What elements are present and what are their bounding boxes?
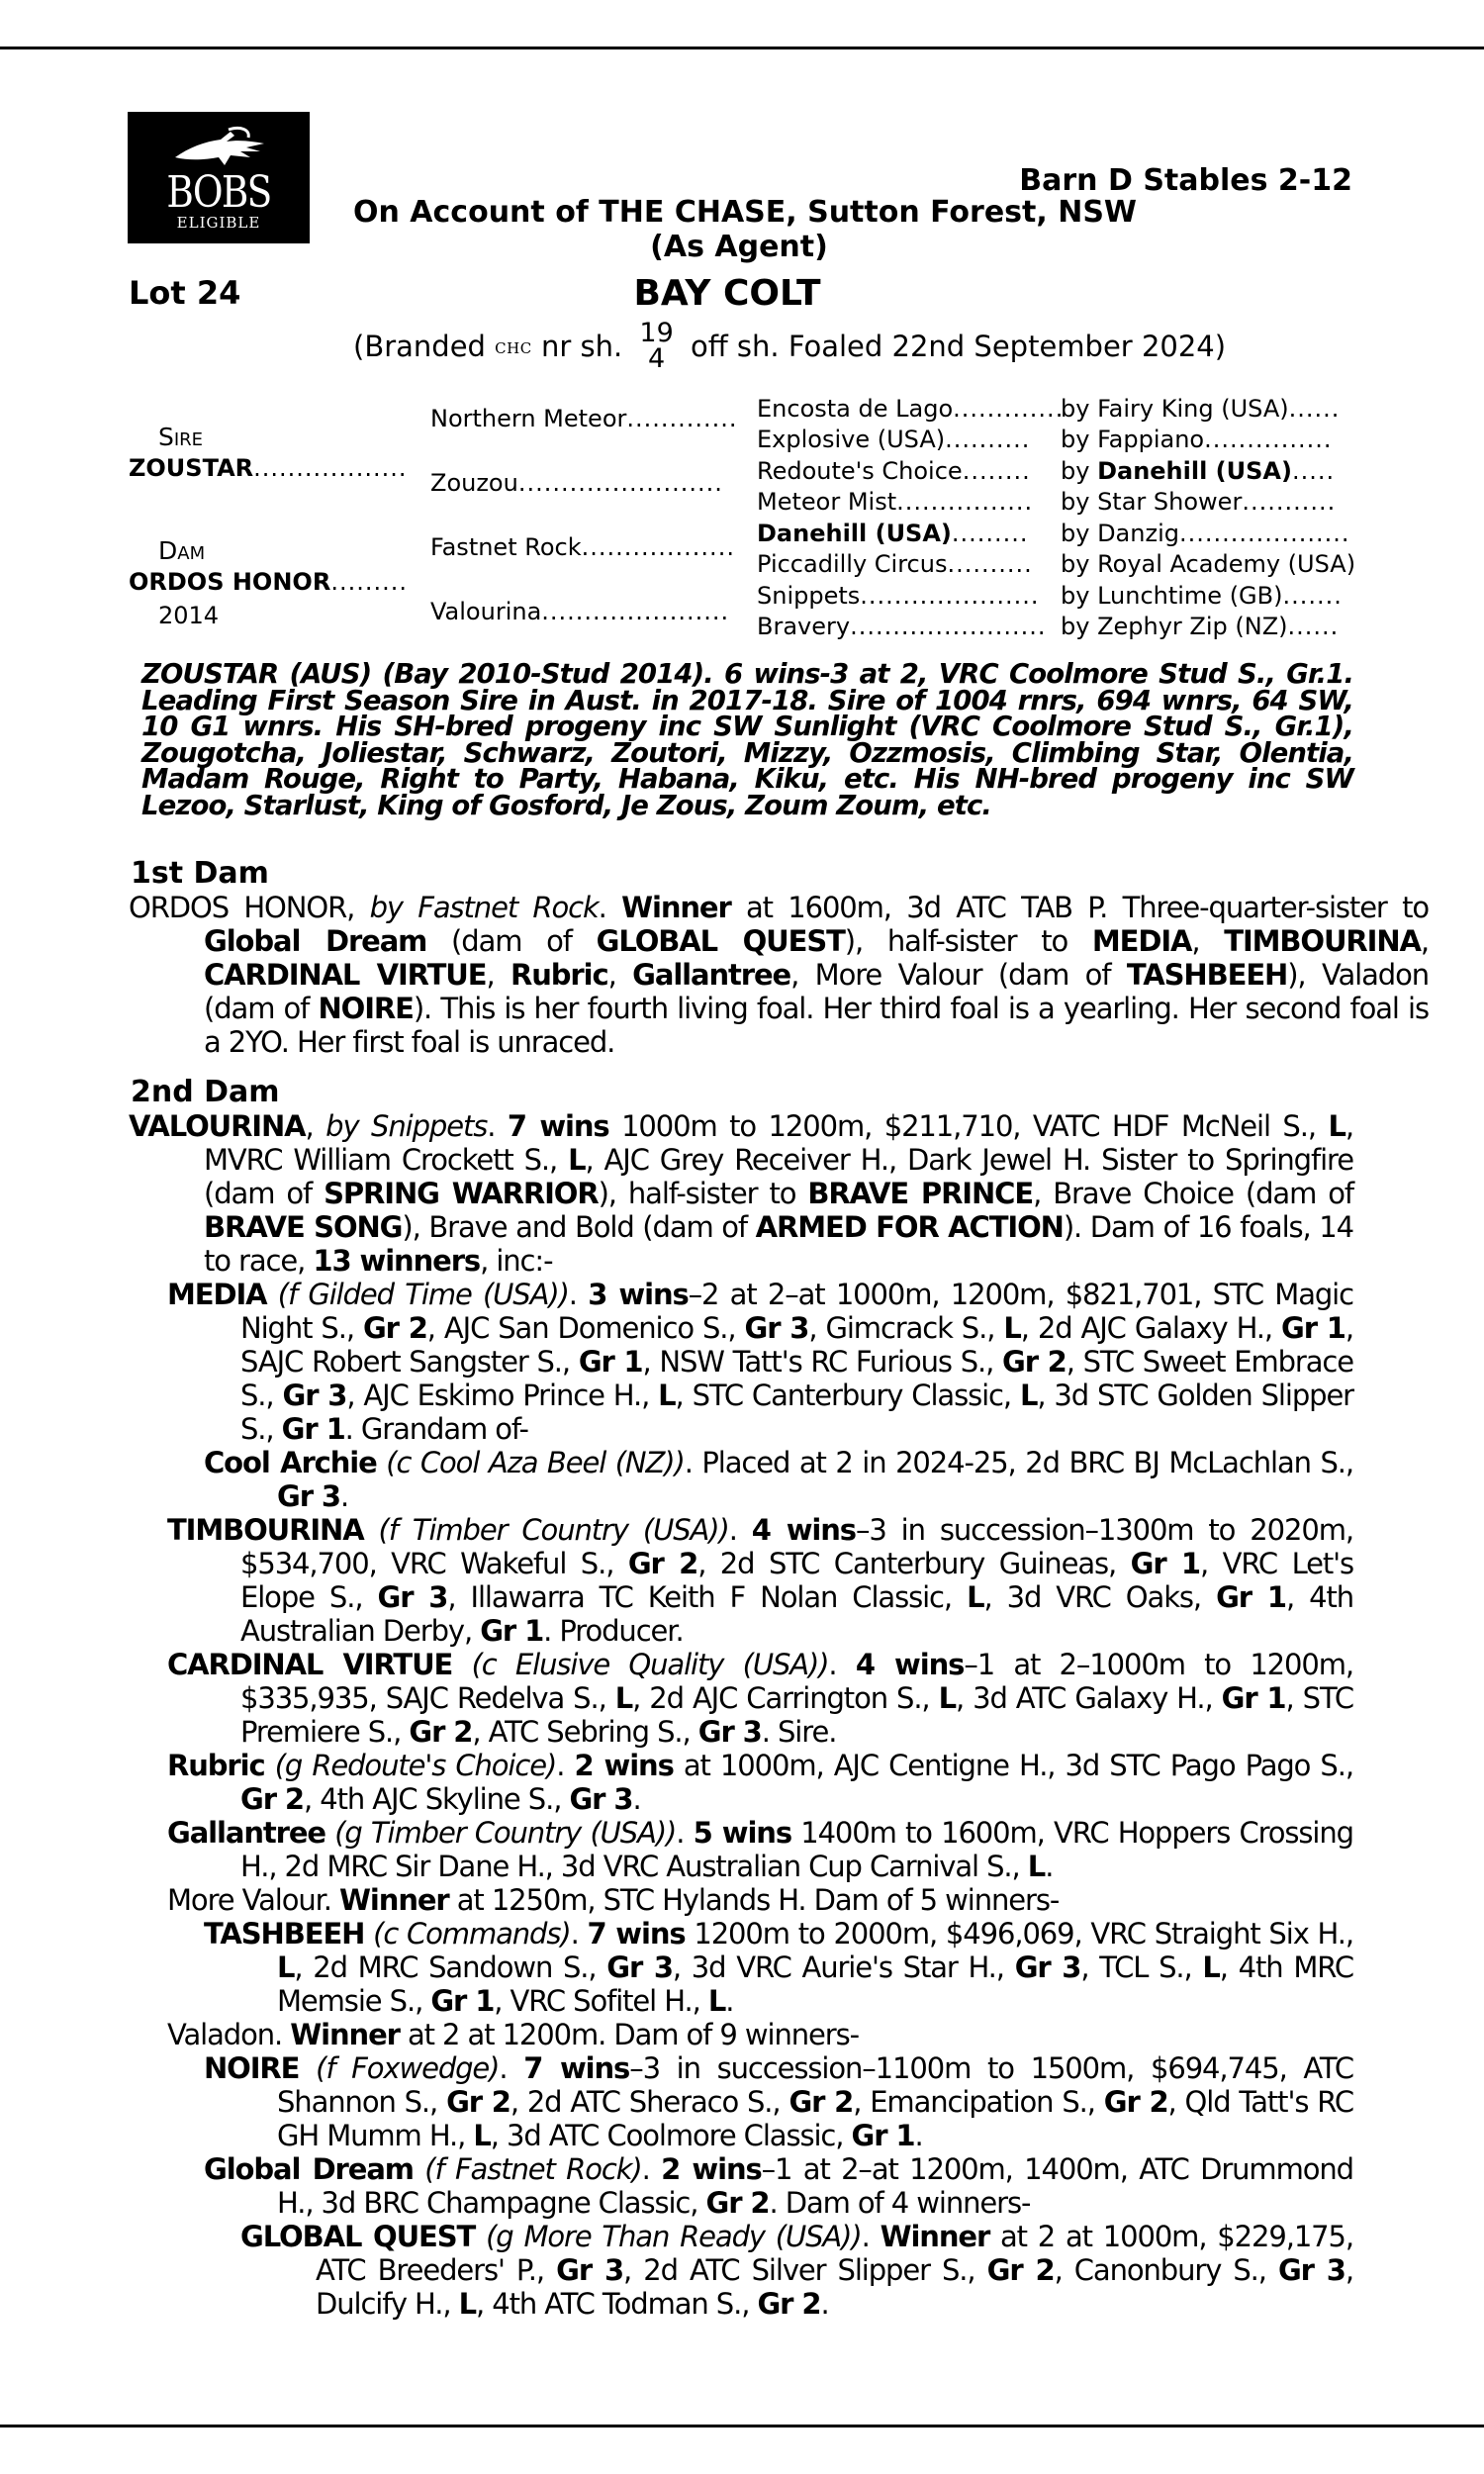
bold-text: TIMBOURINA xyxy=(167,1513,364,1547)
text-run: , STC Canterbury Classic, xyxy=(675,1379,1020,1412)
pedigree-sire-of-entry xyxy=(1061,550,1355,578)
dot-leader: ......... xyxy=(951,520,1029,547)
horse-name: Valourina xyxy=(430,598,542,625)
bold-text: L xyxy=(473,2119,491,2152)
bold-text: Gr 2 xyxy=(705,2186,770,2220)
bold-text: Gr 1 xyxy=(480,1614,544,1648)
text-run: , AJC San Domenico S., xyxy=(426,1311,745,1345)
text-run: , 2d STC Canterbury Guineas, xyxy=(697,1547,1131,1580)
text-run: More Valour. xyxy=(167,1883,340,1917)
dot-leader: ........ xyxy=(962,457,1031,485)
bold-text: 7 wins xyxy=(587,1917,686,1951)
text-run: –1 at 2–1000m to 1200m, $335,935, SAJC Redelva S., xyxy=(240,1648,1353,1715)
horse-name: Bravery xyxy=(757,613,851,640)
pedigree-sire-of-entry xyxy=(1061,520,1350,547)
text-run: 1200m to 2000m, $496,069, VRC Straight Six H., xyxy=(685,1917,1353,1951)
top-rule xyxy=(0,47,1484,49)
bold-text: Winner xyxy=(339,1883,449,1917)
dot-leader: ............... xyxy=(1204,426,1333,453)
branded-mid: nr sh. xyxy=(540,330,623,363)
bold-text: CARDINAL VIRTUE xyxy=(204,958,487,992)
text-run xyxy=(414,2152,424,2186)
bold-text: L xyxy=(1202,1951,1220,1984)
text-run: ). This is her fourth living foal. Her third foal is a yearling. Her second foal is a 2YO. Her first foal is unraced. xyxy=(204,992,1429,1059)
pedigree-gen3-entry xyxy=(757,426,1030,453)
dot-leader: ...... xyxy=(1287,613,1340,640)
dam-name: ORDOS HONOR xyxy=(129,568,331,596)
dot-leader: .................. xyxy=(253,454,408,482)
text-run: . xyxy=(820,2287,829,2321)
bold-text: Global Dream xyxy=(204,2152,414,2186)
text-run: , 2d AJC Carrington S., xyxy=(632,1681,939,1715)
pedigree-gen2-entry xyxy=(430,533,735,561)
italic-text: (f Foxwedge) xyxy=(316,2051,500,2085)
sire-entry xyxy=(129,454,407,482)
bold-text: Gr 1 xyxy=(851,2119,915,2152)
bobs-eligible-logo xyxy=(128,112,310,243)
text-run: . xyxy=(570,1917,588,1951)
progeny-entry xyxy=(204,2152,1353,2220)
horse-name: Explosive (USA) xyxy=(757,426,946,453)
text-run: , TCL S., xyxy=(1080,1951,1203,1984)
by-text: by Zephyr Zip (NZ) xyxy=(1061,613,1288,640)
bold-text: 7 wins xyxy=(507,1109,609,1143)
text-run: . Placed at 2 in 2024-25, 2d BRC BJ McLachlan S., xyxy=(684,1446,1353,1479)
text-run xyxy=(265,1749,275,1782)
progeny-entry xyxy=(167,1883,1353,1917)
horse-name: Fastnet Rock xyxy=(430,533,582,561)
italic-text: (f Fastnet Rock) xyxy=(424,2152,642,2186)
bold-text: Gr 2 xyxy=(1002,1345,1067,1379)
bold-text: Gr 1 xyxy=(1281,1311,1345,1345)
text-run: , xyxy=(607,958,633,992)
by-text: by Royal Academy (USA) xyxy=(1061,550,1356,578)
bold-text: 4 wins xyxy=(751,1513,856,1547)
text-run: , STC Premiere S., xyxy=(240,1681,1354,1749)
text-run: , AJC Grey Receiver H., Dark Jewel H. Sister to Springfire (dam of xyxy=(204,1143,1353,1210)
text-run: , SAJC Robert Sangster S., xyxy=(240,1311,1354,1379)
italic-text: (f Timber Country (USA)) xyxy=(378,1513,729,1547)
bold-text: ARMED FOR ACTION xyxy=(755,1210,1064,1244)
first-dam-paragraph xyxy=(129,891,1429,1059)
horse-name: Northern Meteor xyxy=(430,405,627,432)
progeny-entry xyxy=(204,1917,1353,2018)
dot-leader: ..... xyxy=(1291,457,1336,485)
text-run: , inc:- xyxy=(480,1244,553,1278)
text-run: , xyxy=(1420,924,1429,958)
text-run: . xyxy=(499,2051,524,2085)
text-run xyxy=(364,1917,373,1951)
text-run xyxy=(266,1278,277,1311)
bold-text: Gr 3 xyxy=(606,1951,673,1984)
bold-text: Winner xyxy=(290,2018,400,2051)
horse-name: Meteor Mist xyxy=(757,488,897,516)
bold-text: Gr 3 xyxy=(282,1379,347,1412)
bold-text: 4 wins xyxy=(855,1648,965,1681)
bold-text: Gr 2 xyxy=(409,1715,473,1749)
vendor-line: On Account of THE CHASE, Sutton Forest, NSW xyxy=(353,195,1138,230)
by-bold-name: Danehill (USA) xyxy=(1097,457,1292,485)
text-run: , 4th ATC Todman S., xyxy=(476,2287,758,2321)
progeny-entry xyxy=(167,2018,1353,2051)
dot-leader: ....................... xyxy=(850,613,1047,640)
dot-leader: ..................... xyxy=(860,582,1040,610)
text-run: , 2d MRC Sandown S., xyxy=(294,1951,607,1984)
text-run: , 3d VRC Oaks, xyxy=(983,1580,1217,1614)
progeny-entry xyxy=(240,2220,1353,2321)
lot-number: Lot 24 xyxy=(129,274,241,312)
italic-text: (g More Than Ready (USA)) xyxy=(486,2220,862,2253)
dot-leader: ............. xyxy=(626,405,738,432)
text-run: , 4th Australian Derby, xyxy=(240,1580,1354,1648)
bold-text: 13 winners xyxy=(313,1244,481,1278)
text-run xyxy=(452,1648,471,1681)
text-run: ), half-sister to xyxy=(844,924,1092,958)
pedigree-sire-of-entry xyxy=(1061,613,1339,640)
bold-text: Gallantree xyxy=(632,958,791,992)
text-run: –3 in succession–1300m to 2020m, $534,700, VRC Wakeful S., xyxy=(240,1513,1353,1580)
bold-text: TASHBEEH xyxy=(204,1917,365,1951)
bold-text: CARDINAL VIRTUE xyxy=(167,1648,453,1681)
text-run: . xyxy=(1045,1850,1054,1883)
dot-leader: ...................... xyxy=(541,598,730,625)
text-run: . xyxy=(725,1984,734,2018)
text-run: . xyxy=(632,1782,641,1816)
horse-name: Zouzou xyxy=(430,469,518,497)
text-run: , 3d VRC Aurie's Star H., xyxy=(672,1951,1015,1984)
text-run: . xyxy=(861,2220,881,2253)
by-text: by Star Shower xyxy=(1061,488,1243,516)
bold-text: 7 wins xyxy=(523,2051,630,2085)
sire-summary: ZOUSTAR (AUS) (Bay 2010-Stud 2014). 6 wins-3 at 2, VRC Coolmore Stud S., Gr.1. Leading First Season Sire in Aust. in 2017-18. Sire of 1004 rnrs, 694 wnrs, 64 SW, 10 G1 wnrs. His SH-bred progeny inc SW Sunlight (VRC Coolmore Stud S., Gr.1), Zougotcha, Joliestar, Schwarz, Zoutori, Mizzy, Ozzmosis, Climbing Star, Olentia, Madam Rouge, Right to Party, Habana, Kiku, etc. His NH-bred progeny inc SW Lezoo, Starlust, King of Gosford, Je Zous, Zoum Zoum, etc. xyxy=(141,658,1353,821)
italic-text: (c Elusive Quality (USA)) xyxy=(471,1648,829,1681)
text-run: , VRC Let's Elope S., xyxy=(240,1547,1354,1614)
pedigree-sire-of-entry xyxy=(1061,426,1333,453)
bold-text: L xyxy=(707,1984,726,2018)
bold-text: Winner xyxy=(880,2220,990,2253)
text-run: , xyxy=(1191,924,1225,958)
bold-text: L xyxy=(1027,1850,1046,1883)
bottom-rule xyxy=(0,2425,1484,2427)
by-text: by Danzig xyxy=(1061,520,1179,547)
text-run: , AJC Eskimo Prince H., xyxy=(346,1379,659,1412)
pedigree-gen2-entry xyxy=(430,469,723,497)
bold-text: Gr 3 xyxy=(277,1479,340,1513)
text-run: . Grandam of- xyxy=(344,1412,528,1446)
bold-text: L xyxy=(568,1143,586,1177)
progeny-entry xyxy=(167,1749,1353,1816)
pedigree-gen3-entry xyxy=(757,550,1033,578)
text-run: at 1600m, 3d ATC TAB P. Three-quarter-sister to xyxy=(730,891,1429,924)
progeny-entry xyxy=(204,1446,1353,1513)
text-run: , Emancipation S., xyxy=(853,2085,1104,2119)
text-run: . Sire. xyxy=(761,1715,837,1749)
progeny-entry xyxy=(167,1513,1353,1648)
text-run: , NSW Tatt's RC Furious S., xyxy=(642,1345,1003,1379)
text-run: , VRC Sofitel H., xyxy=(494,1984,708,2018)
dam-entry xyxy=(129,568,408,596)
text-run: , 2d ATC Silver Slipper S., xyxy=(623,2253,987,2287)
branded-suffix: off sh. Foaled 22nd September 2024) xyxy=(690,330,1227,363)
dot-leader: .................... xyxy=(1178,520,1350,547)
bold-text: L xyxy=(658,1379,676,1412)
bold-text: Gr 2 xyxy=(240,1782,304,1816)
brand-fraction xyxy=(639,318,674,374)
bold-text: Gr 3 xyxy=(1014,1951,1081,1984)
dot-leader: ....... xyxy=(1282,582,1343,610)
bold-text: Gr 1 xyxy=(1130,1547,1200,1580)
bold-text: Gr 3 xyxy=(569,1782,633,1816)
bold-text: Gr 2 xyxy=(362,1311,427,1345)
text-run: 1000m to 1200m, $211,710, VATC HDF McNeil S., xyxy=(608,1109,1329,1143)
bold-text: Gr 2 xyxy=(757,2287,821,2321)
bold-text: L xyxy=(938,1681,956,1715)
bold-text: Gallantree xyxy=(167,1816,325,1850)
text-run: at 2 at 1200m. Dam of 9 winners- xyxy=(399,2018,859,2051)
bold-text: L xyxy=(967,1580,984,1614)
pedigree-sire-of-entry xyxy=(1061,395,1340,423)
by-text: by Lunchtime (GB) xyxy=(1061,582,1283,610)
brand-description xyxy=(353,318,1227,374)
bold-text: Cool Archie xyxy=(204,1446,377,1479)
progeny-entry xyxy=(167,1816,1353,1883)
bold-text: Rubric xyxy=(510,958,608,992)
bold-text: Gr 3 xyxy=(556,2253,624,2287)
italic-text: by Fastnet Rock xyxy=(369,891,599,924)
bold-text: BRAVE SONG xyxy=(204,1210,403,1244)
text-run: ), Brave and Bold (dam of xyxy=(402,1210,756,1244)
bold-text: TASHBEEH xyxy=(1126,958,1288,992)
dot-leader: ......... xyxy=(330,568,408,596)
text-run: . xyxy=(487,1109,508,1143)
bold-text: L xyxy=(1019,1379,1038,1412)
text-run: , Gimcrack S., xyxy=(808,1311,1004,1345)
bold-text: Gr 1 xyxy=(281,1412,345,1446)
bold-text: MEDIA xyxy=(167,1278,267,1311)
pedigree-gen3-entry xyxy=(757,520,1029,547)
bold-text: L xyxy=(1328,1109,1345,1143)
text-run xyxy=(364,1513,379,1547)
dot-leader: ........... xyxy=(1242,488,1337,516)
dot-leader: ........................ xyxy=(517,469,723,497)
bold-text: BRAVE PRINCE xyxy=(807,1177,1034,1210)
progeny-entry xyxy=(167,1278,1353,1446)
progeny-entry xyxy=(167,1648,1353,1749)
text-run: ORDOS HONOR, xyxy=(129,891,370,924)
italic-text: (c Commands) xyxy=(373,1917,571,1951)
horse-name: Snippets xyxy=(757,582,861,610)
text-run: , 4th MRC Memsie S., xyxy=(277,1951,1353,2018)
bold-text: Gr 2 xyxy=(986,2253,1055,2287)
logo-line2: ELIGIBLE xyxy=(176,214,261,232)
text-run: –1 at 2–at 1200m, 1400m, ATC Drummond H., 3d BRC Champagne Classic, xyxy=(277,2152,1353,2220)
bold-text: Rubric xyxy=(167,1749,265,1782)
by-text: by Fairy King (USA) xyxy=(1061,395,1289,423)
text-run: . Dam of 4 winners- xyxy=(769,2186,1031,2220)
progeny-entry xyxy=(129,1109,1353,1278)
bold-text: Global Dream xyxy=(204,924,427,958)
bold-text: 3 wins xyxy=(588,1278,689,1311)
bold-text: TIMBOURINA xyxy=(1224,924,1421,958)
text-run: . xyxy=(914,2119,923,2152)
sire-name: ZOUSTAR xyxy=(129,454,254,482)
vendor-agent-note: (As Agent) xyxy=(650,230,828,264)
bold-text: NOIRE xyxy=(318,992,414,1025)
progeny-entry xyxy=(204,2051,1353,2152)
text-run: , ATC Sebring S., xyxy=(472,1715,698,1749)
text-run: , Illawarra TC Keith F Nolan Classic, xyxy=(447,1580,968,1614)
text-run: , 2d AJC Galaxy H., xyxy=(1020,1311,1282,1345)
pedigree-gen2-entry xyxy=(430,598,729,625)
bold-text: GLOBAL QUEST xyxy=(240,2220,476,2253)
bold-text: Gr 1 xyxy=(1221,1681,1286,1715)
text-run: . xyxy=(339,1479,349,1513)
bold-text: Gr 2 xyxy=(1103,2085,1168,2119)
dot-leader: .................. xyxy=(581,533,735,561)
text-run: –3 in succession–1100m to 1500m, $694,745, ATC Shannon S., xyxy=(277,2051,1353,2119)
text-run xyxy=(299,2051,316,2085)
sire-label: Sire xyxy=(158,423,204,451)
dot-leader: .......... xyxy=(945,426,1031,453)
text-run: . xyxy=(598,891,622,924)
text-run: . xyxy=(641,2152,662,2186)
bold-text: Gr 1 xyxy=(578,1345,643,1379)
bold-text: 2 wins xyxy=(661,2152,762,2186)
horse-name: Danehill (USA) xyxy=(757,520,952,547)
bold-text: Gr 1 xyxy=(1216,1580,1286,1614)
bold-text: L xyxy=(277,1951,295,1984)
bold-text: Gr 2 xyxy=(627,1547,698,1580)
bold-text: Gr 3 xyxy=(744,1311,809,1345)
text-run: at 2 at 1000m, $229,175, ATC Breeders' P., xyxy=(316,2220,1353,2287)
italic-text: (c Cool Aza Beel (NZ)) xyxy=(386,1446,685,1479)
bold-text: 2 wins xyxy=(574,1749,674,1782)
dam-foal-year: 2014 xyxy=(158,602,220,629)
text-run: ), half-sister to xyxy=(598,1177,808,1210)
logo-line1: BOBS xyxy=(166,167,271,218)
pedigree-gen3-entry xyxy=(757,457,1031,485)
brand-mark: CHC xyxy=(495,339,532,357)
bold-text: GLOBAL QUEST xyxy=(596,924,845,958)
bold-text: SPRING WARRIOR xyxy=(324,1177,599,1210)
bold-text: VALOURINA xyxy=(129,1109,306,1143)
dot-leader: ............. xyxy=(953,395,1065,423)
pedigree-gen2-entry xyxy=(430,405,738,432)
bold-text: L xyxy=(1003,1311,1021,1345)
pedigree-gen3-entry xyxy=(757,488,1033,516)
text-run: , 3d STC Golden Slipper S., xyxy=(240,1379,1354,1446)
text-run: , Qld Tatt's RC GH Mumm H., xyxy=(277,2085,1353,2152)
bold-text: Gr 2 xyxy=(788,2085,854,2119)
text-run: , Canonbury S., xyxy=(1054,2253,1278,2287)
text-run: –2 at 2–at 1000m, 1200m, $821,701, STC Magic Night S., xyxy=(240,1278,1353,1345)
pedigree-sire-of-entry xyxy=(1061,457,1335,485)
text-run: at 1250m, STC Hylands H. Dam of 5 winners- xyxy=(448,1883,1060,1917)
bold-text: Gr 3 xyxy=(1277,2253,1345,2287)
bold-text: Gr 3 xyxy=(697,1715,762,1749)
bold-text: L xyxy=(614,1681,633,1715)
italic-text: (f Gilded Time (USA)) xyxy=(277,1278,569,1311)
pedigree-sire-of-entry xyxy=(1061,582,1343,610)
text-run: , 3d ATC Galaxy H., xyxy=(955,1681,1222,1715)
text-run: . xyxy=(556,1749,575,1782)
italic-text: (g Redoute's Choice) xyxy=(274,1749,557,1782)
text-run: , STC Sweet Embrace S., xyxy=(240,1345,1353,1412)
text-run: . xyxy=(828,1648,856,1681)
text-run: . Producer. xyxy=(543,1614,684,1648)
text-run: , 3d ATC Coolmore Classic, xyxy=(490,2119,852,2152)
bold-text: Gr 3 xyxy=(377,1580,448,1614)
text-run: , More Valour (dam of xyxy=(790,958,1127,992)
bold-text: MEDIA xyxy=(1091,924,1192,958)
text-run: ), Valadon (dam of xyxy=(204,958,1429,1025)
bold-text: Gr 1 xyxy=(430,1984,495,2018)
horse-name: Redoute's Choice xyxy=(757,457,963,485)
pedigree-gen3-entry xyxy=(757,395,1064,423)
pedigree-gen3-entry xyxy=(757,613,1047,640)
text-run: , 2d ATC Sheraco S., xyxy=(510,2085,789,2119)
by-text: by xyxy=(1061,457,1090,485)
fraction-top: 19 xyxy=(639,318,674,348)
first-dam-heading: 1st Dam xyxy=(131,856,269,891)
text-run: . xyxy=(568,1278,589,1311)
dot-leader: .......... xyxy=(947,550,1033,578)
text-run: at 1000m, AJC Centigne H., 3d STC Pago Pago S., xyxy=(673,1749,1353,1782)
text-run xyxy=(325,1816,334,1850)
bold-text: Winner xyxy=(621,891,731,924)
pedigree-gen3-entry xyxy=(757,582,1039,610)
italic-text: by Snippets xyxy=(325,1109,488,1143)
horse-name: Encosta de Lago xyxy=(757,395,954,423)
text-run: . xyxy=(676,1816,694,1850)
text-run: , xyxy=(305,1109,326,1143)
bold-text: NOIRE xyxy=(204,2051,300,2085)
text-run xyxy=(475,2220,486,2253)
text-run: , xyxy=(486,958,510,992)
bold-text: 5 wins xyxy=(693,1816,792,1850)
dam-label: Dam xyxy=(158,536,206,565)
branded-prefix: (Branded xyxy=(353,330,486,363)
horse-name: Piccadilly Circus xyxy=(757,550,948,578)
dot-leader: ...... xyxy=(1288,395,1341,423)
dot-leader: ................ xyxy=(896,488,1034,516)
text-run: (dam of xyxy=(426,924,597,958)
horse-title: BAY COLT xyxy=(633,273,821,314)
bold-text: L xyxy=(458,2287,476,2321)
fraction-bottom: 4 xyxy=(647,343,666,374)
text-run xyxy=(377,1446,387,1479)
bold-text: Gr 2 xyxy=(446,2085,510,2119)
text-run: , MVRC William Crockett S., xyxy=(204,1109,1353,1177)
text-run: ). Dam of 16 foals, 14 to race, xyxy=(204,1210,1354,1278)
text-run: , Brave Choice (dam of xyxy=(1033,1177,1353,1210)
text-run: Valadon. xyxy=(167,2018,291,2051)
barn-location: Barn D Stables 2-12 xyxy=(1019,163,1352,198)
text-run: , 4th AJC Skyline S., xyxy=(303,1782,570,1816)
by-text: by Fappiano xyxy=(1061,426,1205,453)
text-run: 1400m to 1600m, VRC Hoppers Crossing H., 2d MRC Sir Dane H., 3d VRC Australian Cup Carnival S., xyxy=(240,1816,1353,1883)
text-run: . xyxy=(728,1513,752,1547)
second-dam-heading: 2nd Dam xyxy=(131,1075,280,1109)
pedigree-sire-of-entry xyxy=(1061,488,1336,516)
text-run: , Dulcify H., xyxy=(316,2253,1354,2321)
italic-text: (g Timber Country (USA)) xyxy=(334,1816,677,1850)
